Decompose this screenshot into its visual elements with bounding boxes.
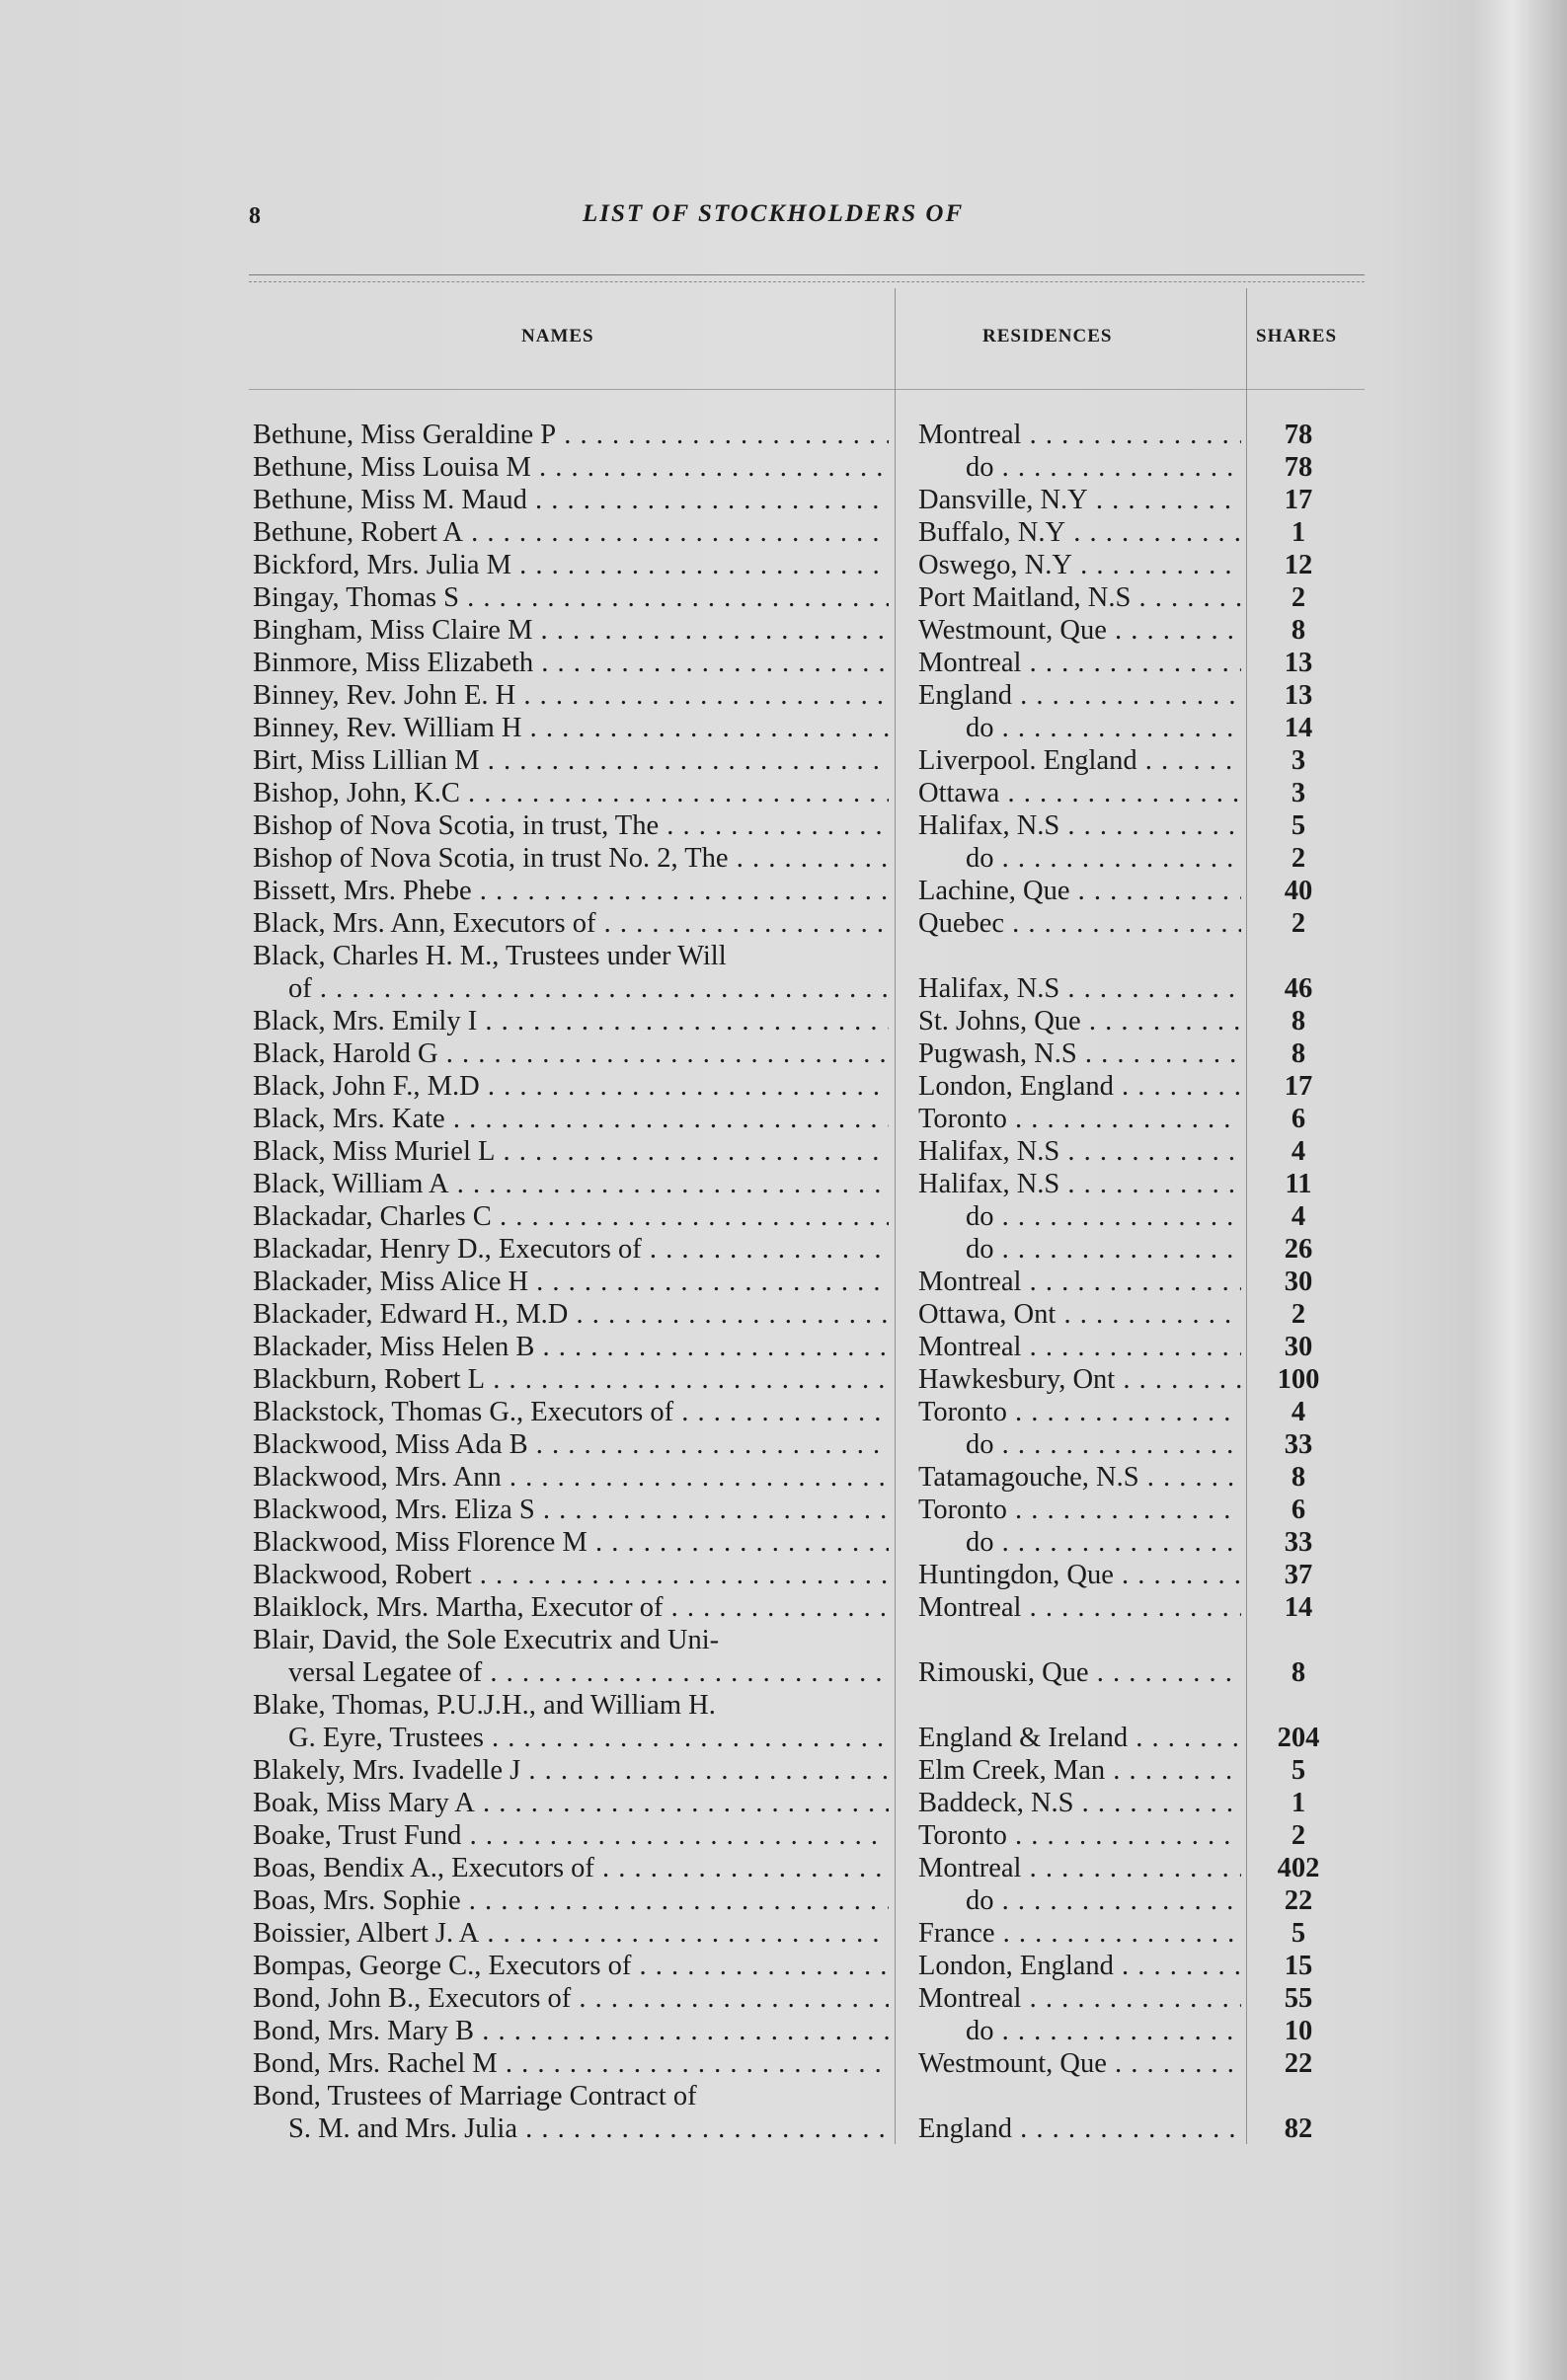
stockholder-name-line: Blackburn, Robert L: [253, 1364, 486, 1395]
stockholder-name-line: Blackwood, Miss Florence M: [253, 1527, 588, 1558]
stockholder-name: [253, 2047, 889, 2080]
stockholder-residence: Montreal . . .: [918, 1852, 1241, 1884]
column-header-names: NAMES: [521, 326, 594, 346]
stockholder-name: [253, 2080, 889, 2145]
stockholder-name-line: Blackwood, Robert: [253, 1560, 472, 1590]
stockholder-shares: 37: [1284, 1560, 1313, 1590]
stockholder-name-line: Bingay, Thomas S: [253, 582, 460, 613]
stockholder-name: [253, 712, 889, 744]
stockholder-name-line: Blackadar, Charles C: [253, 1201, 492, 1232]
stockholder-residence: do . . .: [918, 842, 1241, 875]
stockholder-name-line: Boak, Miss Mary A: [253, 1788, 475, 1818]
stockholder-name-line: Binney, Rev. John E. H: [253, 680, 516, 711]
stockholder-name: [253, 647, 889, 679]
stockholder-row: [0, 1135, 1567, 1168]
stockholder-shares: 13: [1284, 680, 1313, 711]
stockholder-residence: do . . .: [918, 1884, 1241, 1917]
stockholder-shares: 82: [1284, 2113, 1313, 2144]
stockholder-residence: Halifax, N.S . . .: [918, 809, 1241, 842]
header-rule-top: [249, 274, 1365, 275]
stockholder-residence: Buffalo, N.Y . . .: [918, 516, 1241, 549]
stockholder-name-line: Black, William A: [253, 1169, 449, 1199]
stockholder-name: [253, 1200, 889, 1233]
stockholder-name: [253, 1168, 889, 1200]
stockholder-row: [0, 1298, 1567, 1331]
stockholder-name: [253, 1884, 889, 1917]
column-header-residences: RESIDENCES: [982, 326, 1113, 346]
stockholder-shares: 14: [1284, 1592, 1313, 1623]
stockholder-residence: Halifax, N.S . . .: [918, 1168, 1241, 1200]
stockholder-name: [253, 679, 889, 712]
stockholder-name-line: Blake, Thomas, P.U.J.H., and William H.: [253, 1690, 716, 1721]
stockholder-row: [0, 1754, 1567, 1787]
stockholder-name: [253, 1852, 889, 1884]
stockholder-name-continuation: G. Eyre, Trustees . . .: [253, 1722, 889, 1754]
stockholder-name-line: Black, Charles H. M., Trustees under Will: [253, 941, 727, 971]
stockholder-residence: Quebec . . .: [918, 907, 1241, 940]
stockholder-name-line: Bishop of Nova Scotia, in trust No. 2, The: [253, 843, 729, 874]
stockholder-name-line: Bond, Mrs. Mary B: [253, 2016, 475, 2046]
stockholder-row: [0, 1266, 1567, 1298]
stockholder-shares: 40: [1284, 876, 1313, 906]
stockholder-name: [253, 484, 889, 516]
stockholder-name-line: Bickford, Mrs. Julia M: [253, 550, 512, 580]
stockholder-name-line: Bissett, Mrs. Phebe: [253, 876, 472, 906]
stockholder-row: [0, 2080, 1567, 2145]
stockholder-row: [0, 907, 1567, 940]
stockholder-shares: 5: [1291, 1755, 1306, 1786]
stockholder-name-line: Blakely, Mrs. Ivadelle J: [253, 1755, 521, 1786]
stockholder-row: [0, 1624, 1567, 1689]
stockholder-shares: 13: [1284, 648, 1313, 678]
stockholder-row: [0, 679, 1567, 712]
stockholder-shares: 17: [1284, 485, 1313, 515]
stockholder-name-line: Bingham, Miss Claire M: [253, 615, 533, 646]
stockholder-residence: Huntingdon, Que . . .: [918, 1559, 1241, 1591]
stockholder-row: [0, 1200, 1567, 1233]
stockholder-name: [253, 1754, 889, 1787]
stockholder-residence: England & Ireland . . .: [918, 1722, 1241, 1754]
stockholder-name-line: Blaiklock, Mrs. Martha, Executor of: [253, 1592, 664, 1623]
stockholder-row: [0, 647, 1567, 679]
stockholder-name-line: Black, Miss Muriel L: [253, 1136, 496, 1167]
stockholder-residence: do . . .: [918, 1200, 1241, 1233]
stockholder-name-line: Bond, Mrs. Rachel M: [253, 2048, 498, 2079]
stockholder-name: [253, 1819, 889, 1852]
stockholder-row: [0, 419, 1567, 451]
stockholder-shares: 30: [1284, 1267, 1313, 1297]
stockholder-name-line: Blackader, Miss Helen B: [253, 1332, 535, 1362]
stockholder-row: [0, 777, 1567, 809]
stockholder-name: [253, 1526, 889, 1559]
stockholder-row: [0, 1363, 1567, 1396]
stockholder-shares: 55: [1284, 1983, 1313, 2014]
stockholder-name: [253, 1689, 889, 1754]
stockholder-shares: 33: [1284, 1429, 1313, 1460]
stockholder-name: [253, 614, 889, 647]
column-header-shares: SHARES: [1256, 326, 1338, 346]
stockholder-shares: 30: [1284, 1332, 1313, 1362]
stockholder-residence: Elm Creek, Man . . .: [918, 1754, 1241, 1787]
stockholder-residence: Liverpool. England . . .: [918, 744, 1241, 777]
stockholder-shares: 46: [1284, 973, 1313, 1004]
header-rule-dashed: [249, 281, 1365, 282]
stockholder-shares: 4: [1291, 1397, 1306, 1427]
stockholder-residence: London, England . . .: [918, 1950, 1241, 1982]
stockholder-shares: 5: [1291, 810, 1306, 841]
stockholder-row: [0, 1233, 1567, 1266]
stockholder-shares: 17: [1284, 1071, 1313, 1102]
stockholder-shares: 22: [1284, 1885, 1313, 1916]
stockholder-name-line: Black, Mrs. Emily I: [253, 1006, 478, 1036]
stockholder-residence: Toronto . . .: [918, 1396, 1241, 1428]
stockholder-shares: 100: [1277, 1364, 1320, 1395]
stockholder-residence: Pugwash, N.S . . .: [918, 1037, 1241, 1070]
stockholder-name-line: Bethune, Miss M. Maud: [253, 485, 527, 515]
stockholder-shares: 2: [1291, 1820, 1306, 1851]
stockholder-residence: Montreal . . .: [918, 647, 1241, 679]
stockholder-residence: St. Johns, Que . . .: [918, 1005, 1241, 1037]
stockholder-shares: 8: [1291, 1657, 1306, 1688]
stockholder-name-line: Boake, Trust Fund: [253, 1820, 462, 1851]
stockholder-list: [0, 419, 1567, 2145]
stockholder-row: [0, 940, 1567, 1005]
stockholder-residence: England . . .: [918, 679, 1241, 712]
stockholder-residence: Toronto . . .: [918, 1819, 1241, 1852]
stockholder-name: [253, 1624, 889, 1689]
stockholder-name: [253, 1266, 889, 1298]
stockholder-residence: England . . .: [918, 2112, 1241, 2145]
stockholder-name-line: Boas, Bendix A., Executors of: [253, 1853, 594, 1883]
stockholder-shares: 8: [1291, 615, 1306, 646]
stockholder-row: [0, 516, 1567, 549]
stockholder-row: [0, 614, 1567, 647]
stockholder-residence: Ottawa . . .: [918, 777, 1241, 809]
stockholder-row: [0, 451, 1567, 484]
stockholder-row: [0, 549, 1567, 581]
stockholder-name-line: Blackstock, Thomas G., Executors of: [253, 1397, 674, 1427]
stockholder-shares: 8: [1291, 1006, 1306, 1036]
stockholder-residence: Baddeck, N.S . . .: [918, 1787, 1241, 1819]
stockholder-row: [0, 1591, 1567, 1624]
page-number: 8: [249, 203, 261, 229]
stockholder-name: [253, 875, 889, 907]
stockholder-row: [0, 1428, 1567, 1461]
stockholder-shares: 5: [1291, 1918, 1306, 1949]
stockholder-shares: 2: [1291, 1299, 1306, 1330]
stockholder-row: [0, 842, 1567, 875]
stockholder-shares: 15: [1284, 1951, 1313, 1981]
stockholder-name-line: Black, Mrs. Kate: [253, 1104, 445, 1134]
stockholder-shares: 4: [1291, 1136, 1306, 1167]
stockholder-row: [0, 1559, 1567, 1591]
stockholder-row: [0, 1037, 1567, 1070]
stockholder-name-line: Blair, David, the Sole Executrix and Uni-: [253, 1625, 720, 1655]
stockholder-row: [0, 1787, 1567, 1819]
stockholder-name-line: Black, John F., M.D: [253, 1071, 480, 1102]
stockholder-row: [0, 1884, 1567, 1917]
stockholder-row: [0, 1168, 1567, 1200]
stockholder-name: [253, 1917, 889, 1950]
stockholder-name: [253, 777, 889, 809]
stockholder-residence: do . . .: [918, 1526, 1241, 1559]
stockholder-residence: do . . .: [918, 2015, 1241, 2047]
stockholder-name-line: Bond, Trustees of Marriage Contract of: [253, 2081, 697, 2111]
stockholder-shares: 8: [1291, 1462, 1306, 1493]
stockholder-shares: 2: [1291, 582, 1306, 613]
stockholder-name-line: Bethune, Miss Louisa M: [253, 452, 531, 483]
stockholder-name: [253, 1950, 889, 1982]
stockholder-name: [253, 451, 889, 484]
stockholder-residence: Halifax, N.S . . .: [918, 1135, 1241, 1168]
stockholder-shares: 1: [1291, 1788, 1306, 1818]
stockholder-name: [253, 1982, 889, 2015]
header-rule-bottom: [249, 389, 1365, 390]
stockholder-shares: 204: [1277, 1723, 1320, 1753]
stockholder-row: [0, 484, 1567, 516]
stockholder-name: [253, 581, 889, 614]
stockholder-row: [0, 1396, 1567, 1428]
stockholder-row: [0, 2047, 1567, 2080]
stockholder-name: [253, 1787, 889, 1819]
stockholder-name-line: Blackwood, Miss Ada B: [253, 1429, 528, 1460]
stockholder-shares: 402: [1277, 1853, 1320, 1883]
stockholder-name: [253, 1005, 889, 1037]
stockholder-name: [253, 907, 889, 940]
stockholder-name: [253, 516, 889, 549]
stockholder-row: [0, 744, 1567, 777]
stockholder-name-line: Birt, Miss Lillian M: [253, 745, 480, 776]
stockholder-name: [253, 1559, 889, 1591]
stockholder-residence: Westmount, Que . . .: [918, 614, 1241, 647]
stockholder-name-line: Bishop of Nova Scotia, in trust, The: [253, 810, 660, 841]
stockholder-shares: 6: [1291, 1104, 1306, 1134]
stockholder-residence: Port Maitland, N.S . . .: [918, 581, 1241, 614]
stockholder-residence: Lachine, Que . . .: [918, 875, 1241, 907]
stockholder-name: [253, 940, 889, 1005]
stockholder-name: [253, 1070, 889, 1103]
stockholder-row: [0, 1819, 1567, 1852]
stockholder-residence: Oswego, N.Y . . .: [918, 549, 1241, 581]
stockholder-row: [0, 809, 1567, 842]
stockholder-shares: 1: [1291, 517, 1306, 548]
stockholder-name-line: Blackader, Miss Alice H: [253, 1267, 529, 1297]
stockholder-residence: Toronto . . .: [918, 1494, 1241, 1526]
stockholder-shares: 12: [1284, 550, 1313, 580]
stockholder-name-line: Black, Harold G: [253, 1038, 438, 1069]
stockholder-name: [253, 549, 889, 581]
stockholder-name: [253, 1103, 889, 1135]
stockholder-name: [253, 744, 889, 777]
stockholder-name-continuation: S. M. and Mrs. Julia . . .: [253, 2112, 889, 2145]
stockholder-name: [253, 842, 889, 875]
stockholder-residence: Toronto . . .: [918, 1103, 1241, 1135]
stockholder-name: [253, 1494, 889, 1526]
stockholder-shares: 2: [1291, 908, 1306, 939]
stockholder-row: [0, 1331, 1567, 1363]
stockholder-name-line: Bethune, Robert A: [253, 517, 463, 548]
stockholder-row: [0, 1461, 1567, 1494]
stockholder-name: [253, 1461, 889, 1494]
stockholder-name: [253, 1037, 889, 1070]
stockholder-name: [253, 1135, 889, 1168]
stockholder-name: [253, 1591, 889, 1624]
stockholder-residence: Dansville, N.Y . . .: [918, 484, 1241, 516]
stockholder-row: [0, 1005, 1567, 1037]
stockholder-name: [253, 1233, 889, 1266]
stockholder-name-continuation: of . . .: [253, 972, 889, 1005]
stockholder-row: [0, 581, 1567, 614]
stockholder-name-line: Blackwood, Mrs. Eliza S: [253, 1495, 535, 1525]
stockholder-name-line: Boissier, Albert J. A: [253, 1918, 480, 1949]
stockholder-row: [0, 875, 1567, 907]
stockholder-name-line: Blackadar, Henry D., Executors of: [253, 1234, 642, 1265]
stockholder-row: [0, 1070, 1567, 1103]
stockholder-name: [253, 1428, 889, 1461]
stockholder-shares: 6: [1291, 1495, 1306, 1525]
stockholder-shares: 3: [1291, 778, 1306, 808]
stockholder-name-line: Blackader, Edward H., M.D: [253, 1299, 569, 1330]
stockholder-residence: do . . .: [918, 712, 1241, 744]
stockholder-residence: London, England . . .: [918, 1070, 1241, 1103]
stockholder-shares: 11: [1285, 1169, 1312, 1199]
stockholder-name: [253, 419, 889, 451]
stockholder-residence: Rimouski, Que . . .: [918, 1656, 1241, 1689]
stockholder-row: [0, 1526, 1567, 1559]
stockholder-name: [253, 1363, 889, 1396]
stockholder-name-line: Boas, Mrs. Sophie: [253, 1885, 461, 1916]
stockholder-residence: Montreal . . .: [918, 1266, 1241, 1298]
stockholder-shares: 2: [1291, 843, 1306, 874]
stockholder-name-line: Black, Mrs. Ann, Executors of: [253, 908, 596, 939]
stockholder-shares: 8: [1291, 1038, 1306, 1069]
stockholder-residence: Montreal . . .: [918, 1331, 1241, 1363]
stockholder-shares: 22: [1284, 2048, 1313, 2079]
stockholder-name: [253, 1396, 889, 1428]
stockholder-residence: do . . .: [918, 1233, 1241, 1266]
stockholder-shares: 78: [1284, 420, 1313, 450]
stockholder-residence: Halifax, N.S . . .: [918, 972, 1241, 1005]
stockholder-name-line: Bond, John B., Executors of: [253, 1983, 572, 2014]
stockholder-shares: 33: [1284, 1527, 1313, 1558]
stockholder-name-line: Blackwood, Mrs. Ann: [253, 1462, 502, 1493]
stockholder-row: [0, 2015, 1567, 2047]
stockholder-row: [0, 1689, 1567, 1754]
stockholder-residence: France . . .: [918, 1917, 1241, 1950]
stockholder-row: [0, 1982, 1567, 2015]
stockholder-name: [253, 1298, 889, 1331]
stockholder-residence: Montreal . . .: [918, 419, 1241, 451]
stockholder-name: [253, 2015, 889, 2047]
stockholder-residence: Montreal . . .: [918, 1591, 1241, 1624]
running-head: LIST OF STOCKHOLDERS OF: [583, 200, 965, 227]
stockholder-shares: 3: [1291, 745, 1306, 776]
stockholder-name-line: Bishop, John, K.C: [253, 778, 460, 808]
stockholder-residence: Hawkesbury, Ont . . .: [918, 1363, 1241, 1396]
stockholder-name-line: Binney, Rev. William H: [253, 713, 522, 743]
stockholder-shares: 14: [1284, 713, 1313, 743]
stockholder-row: [0, 1917, 1567, 1950]
stockholder-name-line: Bethune, Miss Geraldine P: [253, 420, 557, 450]
stockholder-shares: 10: [1284, 2016, 1313, 2046]
stockholder-name: [253, 1331, 889, 1363]
stockholder-row: [0, 1494, 1567, 1526]
stockholder-row: [0, 712, 1567, 744]
stockholder-name-line: Bompas, George C., Executors of: [253, 1951, 632, 1981]
stockholder-row: [0, 1950, 1567, 1982]
stockholder-residence: Montreal . . .: [918, 1982, 1241, 2015]
stockholder-shares: 4: [1291, 1201, 1306, 1232]
stockholder-name: [253, 809, 889, 842]
stockholder-residence: Ottawa, Ont . . .: [918, 1298, 1241, 1331]
stockholder-name-continuation: versal Legatee of . . .: [253, 1656, 889, 1689]
stockholder-residence: Westmount, Que . . .: [918, 2047, 1241, 2080]
stockholder-shares: 78: [1284, 452, 1313, 483]
stockholder-residence: do . . .: [918, 451, 1241, 484]
stockholder-residence: do . . .: [918, 1428, 1241, 1461]
stockholder-shares: 26: [1284, 1234, 1313, 1265]
stockholder-row: [0, 1852, 1567, 1884]
stockholder-name-line: Binmore, Miss Elizabeth: [253, 648, 534, 678]
stockholder-row: [0, 1103, 1567, 1135]
stockholder-residence: Tatamagouche, N.S . . .: [918, 1461, 1241, 1494]
